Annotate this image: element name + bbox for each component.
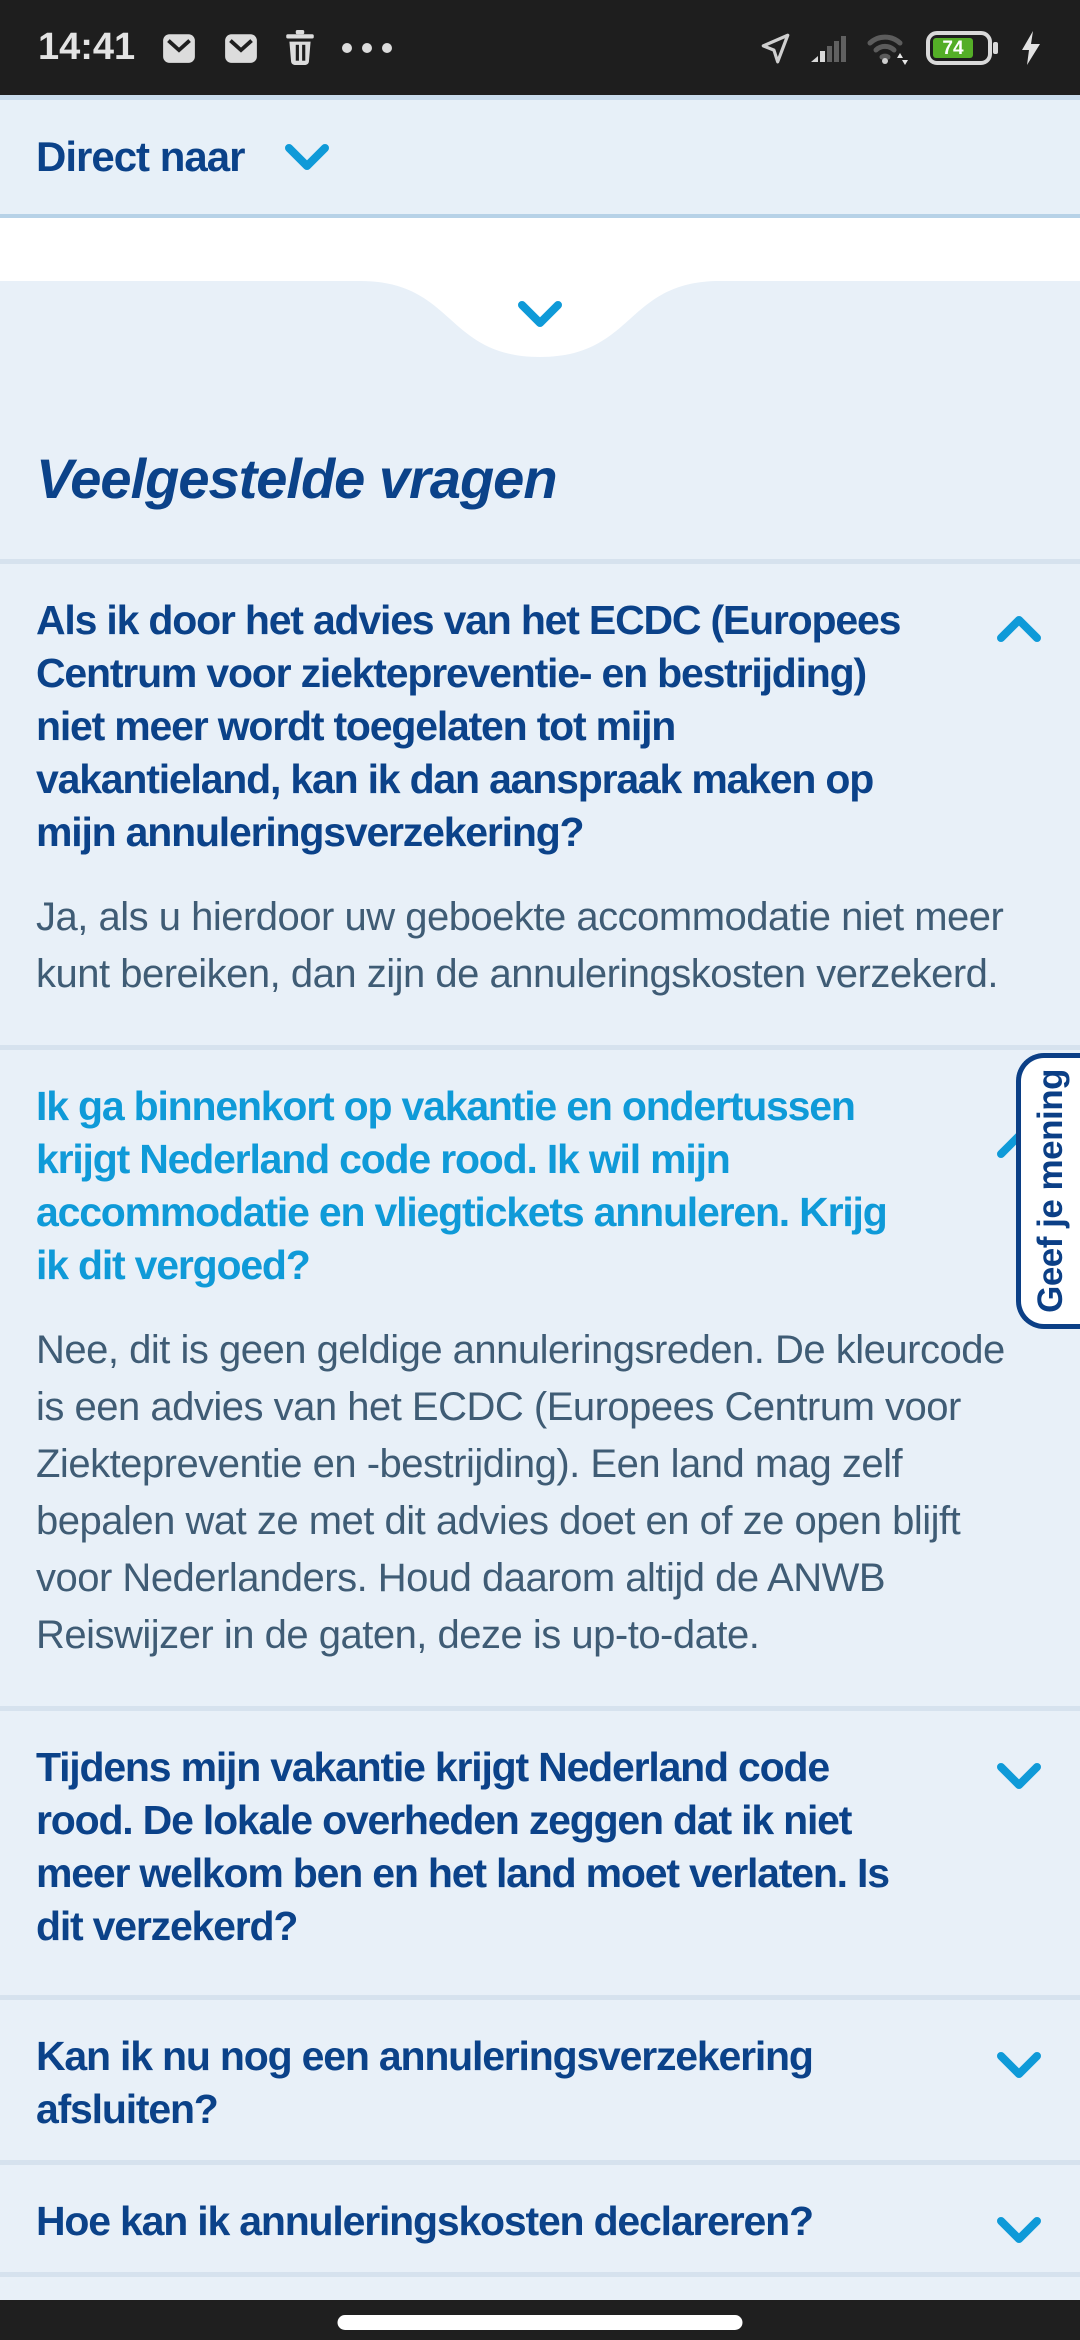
question-text: Ik ga binnenkort op vakantie en ondertussen krijgt Nederland code rood. Ik wil mijn accommodatie en vliegtickets annuleren. Krijg ik dit vergoed? bbox=[36, 1083, 887, 1288]
location-arrow-icon bbox=[758, 31, 792, 65]
faq-item bbox=[0, 1711, 1080, 1995]
faq-question-toggle[interactable] bbox=[36, 1080, 1044, 1292]
direct-naar-button[interactable] bbox=[0, 100, 1080, 218]
faq-item bbox=[0, 1050, 1080, 1706]
faq-question-toggle[interactable] bbox=[36, 1741, 1044, 1953]
faq-item bbox=[0, 2000, 1080, 2160]
wifi-icon bbox=[866, 30, 908, 66]
divider bbox=[0, 2272, 1080, 2277]
chevron-down-icon bbox=[996, 1751, 1042, 1804]
feedback-tab-label: Geef je mening bbox=[1030, 1069, 1070, 1313]
home-indicator[interactable] bbox=[338, 2315, 743, 2330]
question-text: Hoe kan ik annuleringskosten declareren? bbox=[36, 2198, 813, 2244]
scroll-down-chevron-icon[interactable] bbox=[516, 299, 564, 334]
trash-icon bbox=[285, 30, 315, 66]
mail-icon bbox=[161, 30, 197, 66]
faq-question-toggle[interactable] bbox=[36, 2195, 1044, 2248]
direct-naar-label: Direct naar bbox=[36, 133, 245, 180]
question-text: Kan ik nu nog een annuleringsverzekering afsluiten? bbox=[36, 2033, 813, 2132]
battery-percent: 74 bbox=[942, 37, 964, 59]
faq-section bbox=[0, 281, 1080, 2300]
faq-item bbox=[0, 2165, 1080, 2272]
white-band bbox=[0, 218, 1080, 281]
faq-question-toggle[interactable] bbox=[36, 2030, 1044, 2136]
chevron-down-icon bbox=[996, 2205, 1042, 2258]
mail-icon bbox=[223, 30, 259, 66]
signal-strength-icon bbox=[810, 32, 848, 64]
ellipsis-icon bbox=[341, 42, 393, 54]
faq-answer: Nee, dit is geen geldige annuleringsreden. De kleurcode is een advies van het ECDC (Europees Centrum voor Ziektepreventie en -bestrijding). Een land mag zelf bepalen wat ze met dit advies doet en of ze open blijft voor Nederlanders. Houd daarom altijd de ANWB Reiswijzer in de gaten, deze is up-to-date. bbox=[36, 1328, 1005, 1657]
charging-bolt-icon bbox=[1020, 31, 1042, 65]
faq-question-toggle[interactable] bbox=[36, 594, 1044, 859]
chevron-up-icon bbox=[996, 604, 1042, 657]
battery-icon bbox=[926, 30, 1002, 66]
status-bar bbox=[0, 0, 1080, 95]
faq-item bbox=[0, 564, 1080, 1045]
chevron-down-icon bbox=[996, 2040, 1042, 2093]
feedback-tab[interactable] bbox=[1016, 1053, 1080, 1329]
chevron-down-icon bbox=[284, 142, 330, 172]
clock-label: 14:41 bbox=[38, 26, 136, 68]
android-nav-bar bbox=[0, 2300, 1080, 2340]
question-text: Als ik door het advies van het ECDC (Europees Centrum voor ziektepreventie- en bestrijding) niet meer wordt toegelaten tot mijn vakantieland, kan ik dan aanspraak maken op mijn annuleringsverzekering? bbox=[36, 597, 901, 855]
faq-answer: Ja, als u hierdoor uw geboekte accommodatie niet meer kunt bereiken, dan zijn de annuleringskosten verzekerd. bbox=[36, 895, 1004, 996]
question-text: Tijdens mijn vakantie krijgt Nederland code rood. De lokale overheden zeggen dat ik niet meer welkom ben en het land moet verlaten. Is dit verzekerd? bbox=[36, 1744, 889, 1949]
page-title: Veelgestelde vragen bbox=[36, 447, 557, 510]
